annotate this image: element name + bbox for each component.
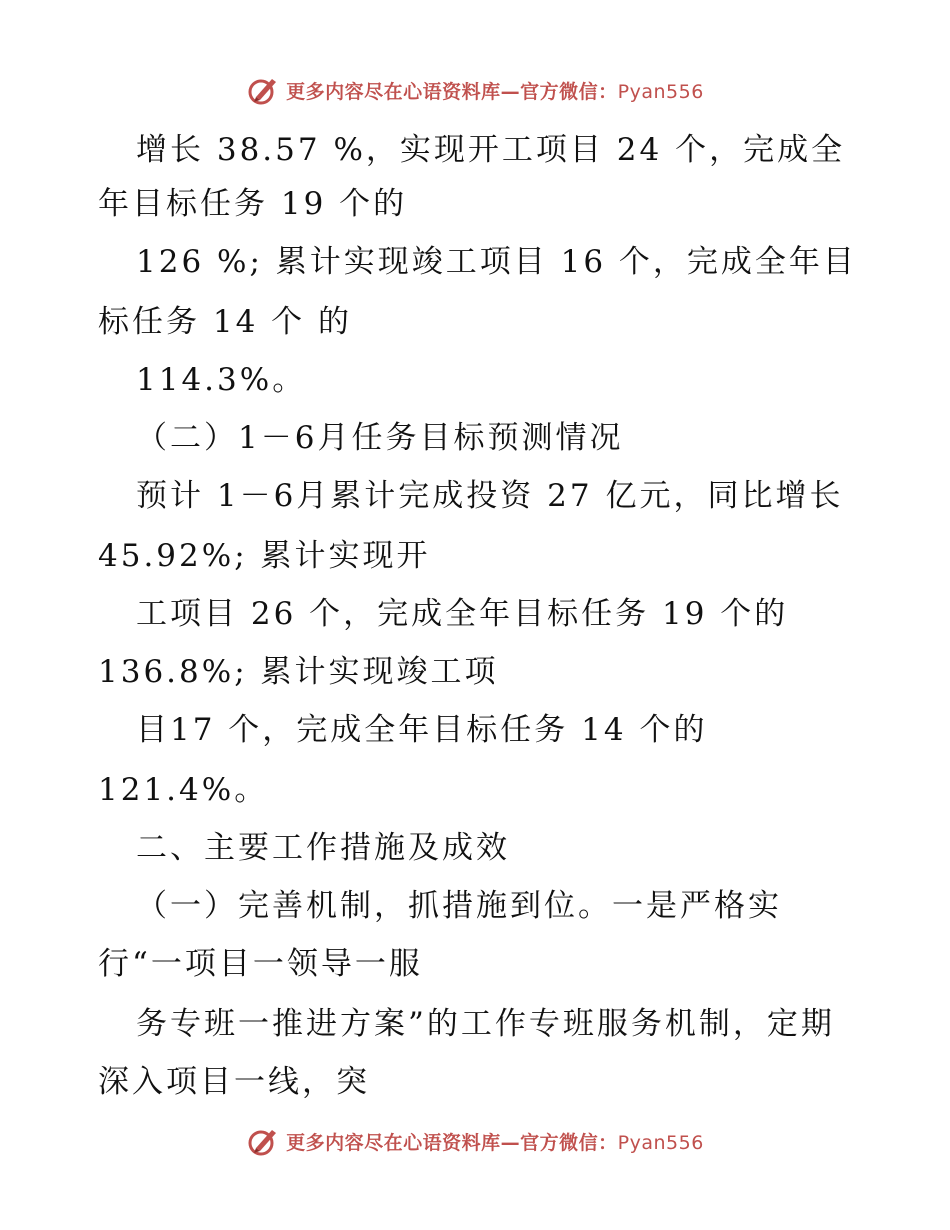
text-line: 121.4%。 — [98, 772, 269, 808]
section-heading: 二、主要工作措施及成效 — [136, 830, 510, 866]
text-line: 目17 个，完成全年目标任务 14 个的 — [136, 712, 708, 748]
text-line: 务专班一推进方案”的工作专班服务机制，定期 — [136, 1006, 835, 1042]
text-line: 工项目 26 个，完成全年目标任务 19 个的 — [136, 596, 789, 632]
text-line: 标任务 14 个 的 — [98, 304, 353, 340]
watermark-header — [0, 70, 950, 110]
watermark-text: 更多内容尽在心语资料库—官方微信：Pyan556 — [286, 1131, 704, 1154]
watermark-account: Pyan556 — [617, 80, 704, 103]
text-line: 126 %; 累计实现竣工项目 16 个，完成全年目 — [136, 244, 857, 280]
section-heading: （二）1－6月任务目标预测情况 — [136, 420, 624, 456]
text-line: 行“一项目一领导一服 — [98, 946, 423, 982]
text-line: 预计 1－6月累计完成投资 27 亿元，同比增长 — [136, 478, 844, 514]
text-line: 136.8%; 累计实现竣工项 — [98, 654, 499, 690]
text-line: 增长 38.57 %，实现开工项目 24 个，完成全 — [136, 132, 846, 168]
text-line: 45.92%; 累计实现开 — [98, 538, 431, 574]
text-line: 年目标任务 19 个的 — [98, 186, 408, 222]
watermark-account: Pyan556 — [617, 1131, 704, 1154]
pen-logo-icon — [246, 1124, 280, 1158]
watermark-footer — [0, 1121, 950, 1161]
text-line: 深入项目一线，突 — [98, 1064, 370, 1100]
watermark-text: 更多内容尽在心语资料库—官方微信：Pyan556 — [286, 80, 704, 103]
section-heading: （一）完善机制，抓措施到位。一是严格实 — [136, 888, 782, 924]
pen-logo-icon — [246, 73, 280, 107]
text-line: 114.3%。 — [136, 362, 307, 398]
